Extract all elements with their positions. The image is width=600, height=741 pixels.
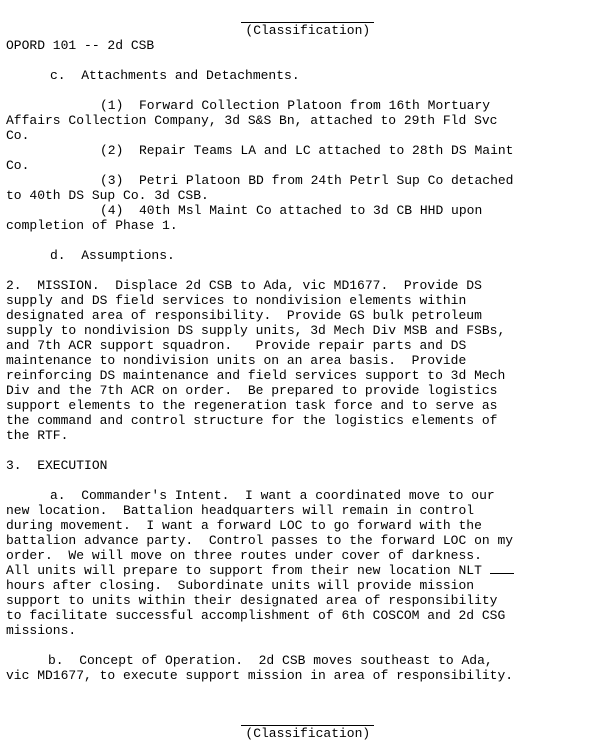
mission-line: supply and DS field services to nondivision elements within <box>6 293 467 308</box>
concept-line: vic MD1677, to execute support mission in area of responsibility. <box>6 668 514 683</box>
para-c-item-1-line-3: Co. <box>6 128 30 143</box>
intent-line-text: All units will prepare to support from their new location NLT <box>6 563 482 578</box>
mission-line: support elements to the regeneration task force and to serve as <box>6 398 498 413</box>
opord-header: OPORD 101 -- 2d CSB <box>6 38 155 53</box>
mission-line: the RTF. <box>6 428 69 443</box>
mission-line: supply to nondivision DS supply units, 3d Mech Div MSB and FSBs, <box>6 323 506 338</box>
mission-line: Div and the 7th ACR on order. Be prepared to provide logistics <box>6 383 498 398</box>
para-c-item-4-line-2: completion of Phase 1. <box>6 218 178 233</box>
intent-line: during movement. I want a forward LOC to go forward with the <box>6 518 482 533</box>
classification-top <box>0 7 600 38</box>
para-c-item-4-line-1: (4) 40th Msl Maint Co attached to 3d CB HHD upon <box>100 203 483 218</box>
para-c-heading: c. Attachments and Detachments. <box>50 68 300 83</box>
para-d-heading: d. Assumptions. <box>50 248 175 263</box>
mission-line: the command and control structure for the logistics elements of <box>6 413 498 428</box>
mission-line: designated area of responsibility. Provide GS bulk petroleum <box>6 308 482 323</box>
para-c-item-3-line-1: (3) Petri Platoon BD from 24th Petrl Sup Co detached <box>100 173 514 188</box>
para-c-item-2-line-1: (2) Repair Teams LA and LC attached to 28th DS Maint <box>100 143 514 158</box>
intent-line: a. Commander's Intent. I want a coordinated move to our <box>50 488 495 503</box>
intent-line-with-blank <box>6 563 514 578</box>
execution-heading: 3. EXECUTION <box>6 458 108 473</box>
mission-line: and 7th ACR support squadron. Provide repair parts and DS <box>6 338 467 353</box>
para-c-item-1-line-1: (1) Forward Collection Platoon from 16th Mortuary <box>100 98 491 113</box>
concept-line: b. Concept of Operation. 2d CSB moves southeast to Ada, <box>48 653 493 668</box>
para-c-item-3-line-2: to 40th DS Sup Co. 3d CSB. <box>6 188 209 203</box>
para-c-item-2-line-2: Co. <box>6 158 30 173</box>
fill-in-blank <box>490 563 514 574</box>
intent-line: order. We will move on three routes under cover of darkness. <box>6 548 482 563</box>
intent-line: missions. <box>6 623 77 638</box>
intent-line: to facilitate successful accomplishment of 6th COSCOM and 2d CSG <box>6 608 506 623</box>
mission-line: 2. MISSION. Displace 2d CSB to Ada, vic MD1677. Provide DS <box>6 278 482 293</box>
mission-line: maintenance to nondivision units on an area basis. Provide <box>6 353 467 368</box>
classification-bottom-label: (Classification) <box>241 725 374 741</box>
intent-line: support to units within their designated area of responsibility <box>6 593 498 608</box>
intent-line: new location. Battalion headquarters will remain in control <box>6 503 475 518</box>
intent-line: hours after closing. Subordinate units will provide mission <box>6 578 475 593</box>
classification-bottom <box>0 710 600 741</box>
classification-top-label: (Classification) <box>241 22 374 38</box>
intent-line: battalion advance party. Control passes to the forward LOC on my <box>6 533 514 548</box>
mission-line: reinforcing DS maintenance and field services support to 3d Mech <box>6 368 506 383</box>
para-c-item-1-line-2: Affairs Collection Company, 3d S&S Bn, attached to 29th Fld Svc <box>6 113 498 128</box>
